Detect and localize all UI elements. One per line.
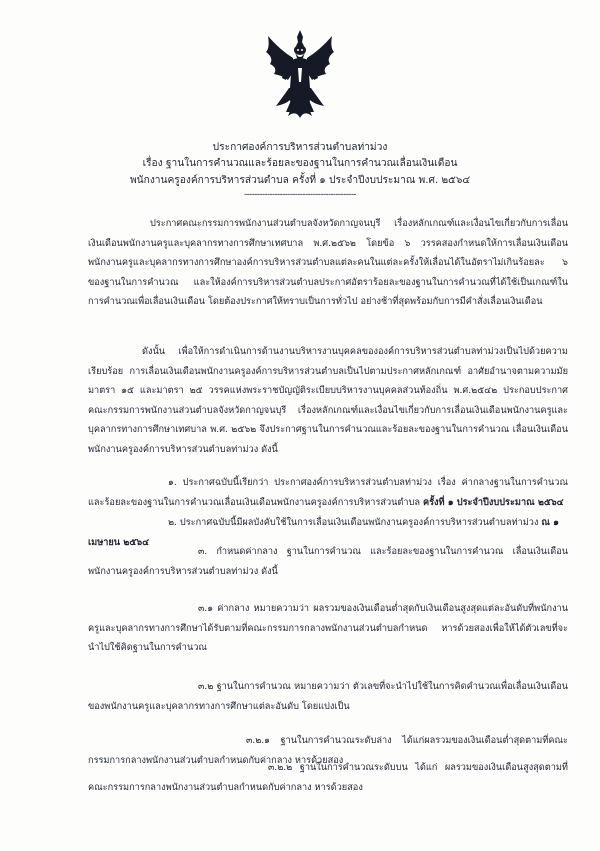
clause-3-2 <box>88 677 568 716</box>
clause-2-main: ๒. ประกาศฉบับนี้มีผลบังคับใช้ในการเลื่อนเงินเดือนพนักงานครูองค์การบริหารส่วนตำบลท่าม่วง <box>168 517 539 528</box>
clause-3-text: ๓. กำหนดค่ากลาง ฐานในการคำนวณ และร้อยละของฐานในการคำนวณ เลื่อนเงินเดือนพนักงานครูองค์การบริหารส่วนตำบลท่าม่วง ดังนี้ <box>88 546 568 577</box>
announcement-subject: เรื่อง ฐานในการคำนวณและร้อยละของฐานในการคำนวณเลื่อนเงินเดือน <box>142 158 458 169</box>
paragraph-therefore <box>88 342 568 460</box>
clause-3-2-2-text: ๓.๒.๒ ฐานในการคำนวณระดับบน ได้แก่ ผลรวมของเงินเดือนสูงสุดตามที่คณะกรรมการกลางพนักงานส่วนตำบลกำหนดกับค่ากลาง หารด้วยสอง <box>88 762 568 793</box>
clause-3 <box>88 542 568 581</box>
garuda-emblem-icon <box>262 28 338 124</box>
clause-1 <box>88 473 568 512</box>
clause-1-text <box>88 473 568 512</box>
clause-3-1-text: ๓.๑ ค่ากลาง หมายความว่า ผลรวมของเงินเดือนต่ำสุดกับเงินเดือนสูงสุดแต่ละอันดับที่พนักงานครูและบุคลากรทางการศึกษาได้รับตามที่คณะกรรมการกลางพนักงานส่วนตำบลกำหนด หารด้วยสองเพื่อให้ได้ตัวเลขที่จะนำไปใช้คิดฐานในการคำนวณ <box>88 603 568 654</box>
announcement-issuer: ประกาศองค์การบริหารส่วนตำบลท่าม่วง <box>212 142 388 153</box>
clause-3-2-1-text: ๓.๒.๑ ฐานในการคำนวณระดับล่าง ได้แก่ผลรวมของเงินเดือนต่ำสุดตามที่คณะกรรมการกลางพนักงานส่วนตำบลกำหนดกับค่ากลาง หารด้วยสอง <box>88 735 568 766</box>
announcement-subject-cont: พนักงานครูองค์การบริหารส่วนตำบล ครั้งที่ ๑ ประจำปีงบประมาณ พ.ศ. ๒๕๖๔ <box>129 175 471 186</box>
paragraph-text: ประกาศคณะกรรมการพนักงานส่วนตำบลจังหวัดกาญจนบุรี เรื่องหลักเกณฑ์และเงื่อนไขเกี่ยวกับการเลื่อนเงินเดือนพนักงานครูและบุคลากรทางการศึกษาเทศบาล พ.ศ.๒๕๖๒ โดยข้อ ๖ วรรคสองกำหนดให้การเลื่อนเงินเดือนพนักงานครูและบุคลากรทางการศึกษาองค์การบริหารส่วนตำบลแต่ละคนในแต่ละครั้งให้เลื่อนได้ในอัตราไม่เกินร้อยละ ๖ ของฐานในการคำนวณ และให้องค์การบริหารส่วนตำบลประกาศอัตราร้อยละของฐานในการคำนวณที่ได้ใช้เป็นเกณฑ์ในการคำนวณเพื่อเลื่อนเงินเดือน โดยต้องประกาศให้ทราบเป็นการทั่วไป อย่างช้าที่สุดพร้อมกับการมีคำสั่งเลื่อนเงินเดือน <box>88 218 568 308</box>
paragraph-background <box>88 214 568 312</box>
clause-3-2-2 <box>88 758 568 797</box>
clause-3-2-text: ๓.๒ ฐานในการคำนวณ หมายความว่า ตัวเลขที่จะนำไปใช้ในการคิดคำนวณเพื่อเลื่อนเงินเดือนของพนักงานครูและบุคลากรทางการศึกษาแต่ละอันดับ โดยแบ่งเป็น <box>88 681 568 712</box>
clause-3-1 <box>88 599 568 658</box>
paragraph-text: ดังนั้น เพื่อให้การดำเนินการด้านงานบริหารงานบุคคลขององค์การบริหารส่วนตำบลท่าม่วงเป็นไปด้วยความเรียบร้อย การเลื่อนเงินเดือนพนักงานครูองค์การบริหารส่วนตำบลเป็นไปตามประกาศหลักเกณฑ์ อาศัยอำนาจตามความมัยมาตรา ๑๕ และมาตรา ๒๕ วรรคแห่งพระราชบัญญัติระเบียบบริหารงานบุคคลส่วนท้องถิ่น พ.ศ.๒๕๔๒ ประกอบประกาศคณะกรรมการพนักงานส่วนตำบลจังหวัดกาญจนบุรี เรื่องหลักเกณฑ์และเงื่อนไขเกี่ยวกับการเลื่อนเงินเดือนพนักงานครูและบุคลากรทางการศึกษาเทศบาล พ.ศ. ๒๕๖๒ จึงประกาศฐานในการคำนวณและร้อยละของฐานในการคำนวณ เลื่อนเงินเดือนพนักงานครูองค์การบริหารส่วนตำบลท่าม่วง ดังนี้ <box>88 346 568 455</box>
header-divider: -------------------------------------------- <box>244 190 356 200</box>
clause-1-main: ๑. ประกาศฉบับนี้เรียกว่า ประกาศองค์การบริหารส่วนตำบลท่าม่วง เรื่อง ค่ากลางฐานในการคำนวณและร้อยละของฐานในการคำนวณเลื่อนเงินเดือนพนักงานครูองค์การบริหารส่วนตำบล <box>88 477 568 508</box>
clause-1-bold: ครั้งที่ ๑ ประจำปีงบประมาณ ๒๕๖๔ <box>422 496 564 508</box>
clause-2-bold: ณ ๑ เมษายน ๒๕๖๔ <box>88 517 559 548</box>
